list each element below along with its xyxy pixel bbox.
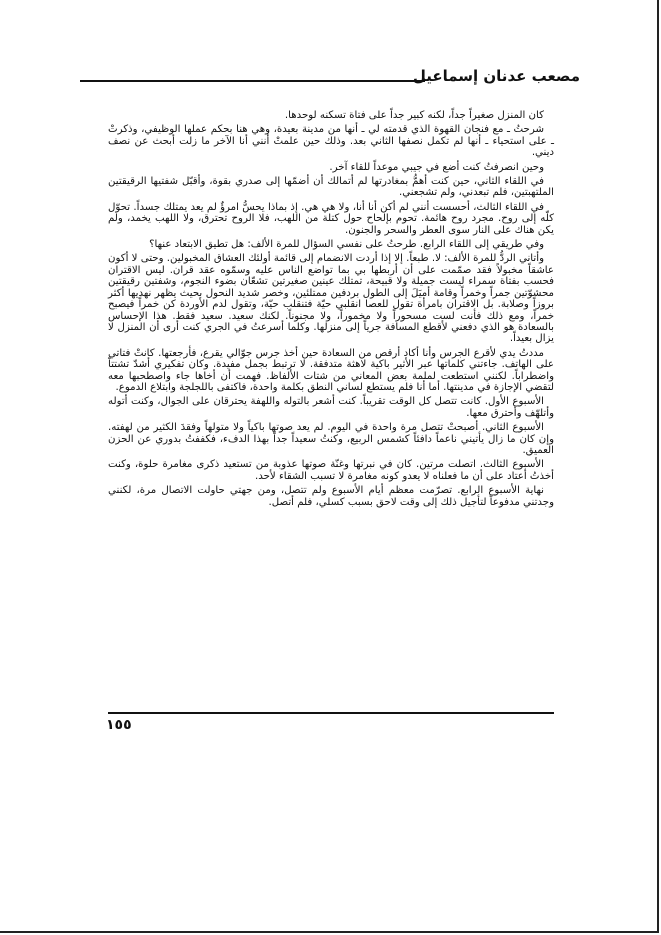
page-number: ١٥٥ xyxy=(106,717,132,733)
header-rule xyxy=(80,80,425,82)
paragraph: مددتُ يدي لأقرع الجرس وأنا أكاد أرقص من السعادة حين أخذ جرس جوّالي يقرع، فأرجعتها. كانتْ فتاتي على الهاتف. جاءتني كلماتها عبر الأثير باكية لاهثة متدفقة. لا ترتبط بجمل مفيدة. وكان تفكيري أشدّ تشتتاً واضطراباً. لكنني استطعت لملمة بعض المعاني من شتات الألفاظ. فهمت أن أخاها جاء واصطحبها معه لتقضي الإجازة في مدينتها. أما أنا فلم يستطع لساني النطق بكلمة واحدة، فاكتفى باللجلجة وابتلاع الدموع. xyxy=(108,347,554,393)
author-name: مصعب عدنان إسماعيل xyxy=(412,67,580,85)
paragraph: وحين انصرفتُ كنت أضع في جيبي موعداً للقاء آخر. xyxy=(329,161,544,173)
paragraph: كان المنزل صغيراً جداً، لكنه كبير جداً على فتاة تسكنه لوحدها. xyxy=(284,110,544,121)
paragraph: وأتاني الردُّ للمرة الألف: لا. طبعاً. إلا إذا أردت الانضمام إلى قائمة أولئك العشاق المخبولين. وحتى لا أكون عاشقاً مخبولاً فقد صمّمت على أن أربطها بي بما تواضع الناس عليه وسمّوه عقد قران. ليس الاقتران فحسب بفتاة سمراء ليست جميلة ولا قبيحة، تمتلك عينين صغيرتين تشعّان بضوء النجوم، وشفتين رقيقتين محشوّتين جمراً وخمراً وقامة أميَلَ إلى الطول بردفين ممتلئين، وخصر شديد النحول بحيث يظهر نهديها أكثر بروزاً وصلابة. بل الاقتران بامرأة تقول للعصا انقلبي حيّة فتنقلب حيّة، وتقول لدم الأوردة كن خمراً فيصبح خمراً، ومع ذلك فأنت لست مسحوراً ولا مخموراً، ولا مجنوناً. لكنك سعيد. سعيد فقط. هذا الإحساس بالسعادة هو الذي دفعني لأقطع المسافة جرياً إلى منزلها. وكلما أسرعتُ في الجري كنت أرى أن المنزل لا يزال بعيداً. xyxy=(108,253,554,345)
running-header xyxy=(80,66,580,88)
paragraph: نهاية الأسبوع الرابع. تصرّمت معظم أيام الأسبوع ولم تتصل، ومن جهتي حاولت الاتصال مرة، لكنني وجدتني مدفوعاً لتأجيل ذلك إلى وقت لاحق بسبب كسلي، فلم أتصل. xyxy=(108,485,554,508)
story-text xyxy=(108,110,554,511)
paragraph: في اللقاء الثالث، أحسست أنني لم أكن أنا أنا، ولا هي هي. إذ بماذا يحسُّ امرؤٌ لم يعد يمتلك جسداً. تحوّل كلّه إلى روح. مجرد روح هائمة. تحوم بإلحاح حول كتلة من اللهب، فلا الروح تحترق، ولا اللهب يخمد، ولم يكن هناك على النار سوى العطر والسحر والجنون. xyxy=(108,201,554,236)
paragraph: الأسبوع الثالث. اتصلت مرتين. كان في نبرتها وغنّة صوتها عذوبة من تستعيد ذكرى مغامرة حلوة، وكنت أخذتُ أعتاد على أن ما فعلناه لا يعدو كونه مغامرة لا تسبب الشقاء لأحد. xyxy=(108,459,554,482)
footer-rule xyxy=(108,712,554,714)
paragraph: وفي طريقي إلى اللقاء الرابع. طرحتُ على نفسي السؤال للمرة الألف: هل تطيق الابتعاد عنها؟ xyxy=(149,239,544,251)
paragraph: الأسبوع الأول. كانت تتصل كل الوقت تقريباً. كنت أشعر بالتوله واللهفة يحترقان على الجوال، وكنت أتوله وأتلهّف وأحترق معها. xyxy=(108,396,554,419)
paragraph: في اللقاء الثاني، حين كنت أهمُّ بمغادرتها لم أتمالك أن أضمّها إلى صدري بقوة، وأقبّل شفتيها الرقيقتين الملتهبتين، فلم تبعدني، ولم تشجعني. xyxy=(108,176,554,199)
paragraph: شرحتُ ـ مع فنجان القهوة الذي قدمته لي ـ أنها من مدينة بعيدة، وهي هنا بحكم عملها الوظيفي، وذكرتْ ـ على استحياء ـ أنها لم تكمل نصفها الثاني بعد. وذلك حين علمتْ أنني أنا الآخر ما زلت أبحث عن نصف ديني. xyxy=(108,124,554,159)
paragraph: الأسبوع الثاني. أصبحتْ تتصل مرة واحدة في اليوم. لم يعد صوتها باكياً ولا متولهاً وفقدَ الكثير من لهفته. وإن كان ما زال يأتيني ناعماً دافئاً كشمس الربيع، وكنتُ سعيداً جداً بهذا الدفء، فكففتُ بدوري عن الحزن العميق. xyxy=(108,422,554,456)
